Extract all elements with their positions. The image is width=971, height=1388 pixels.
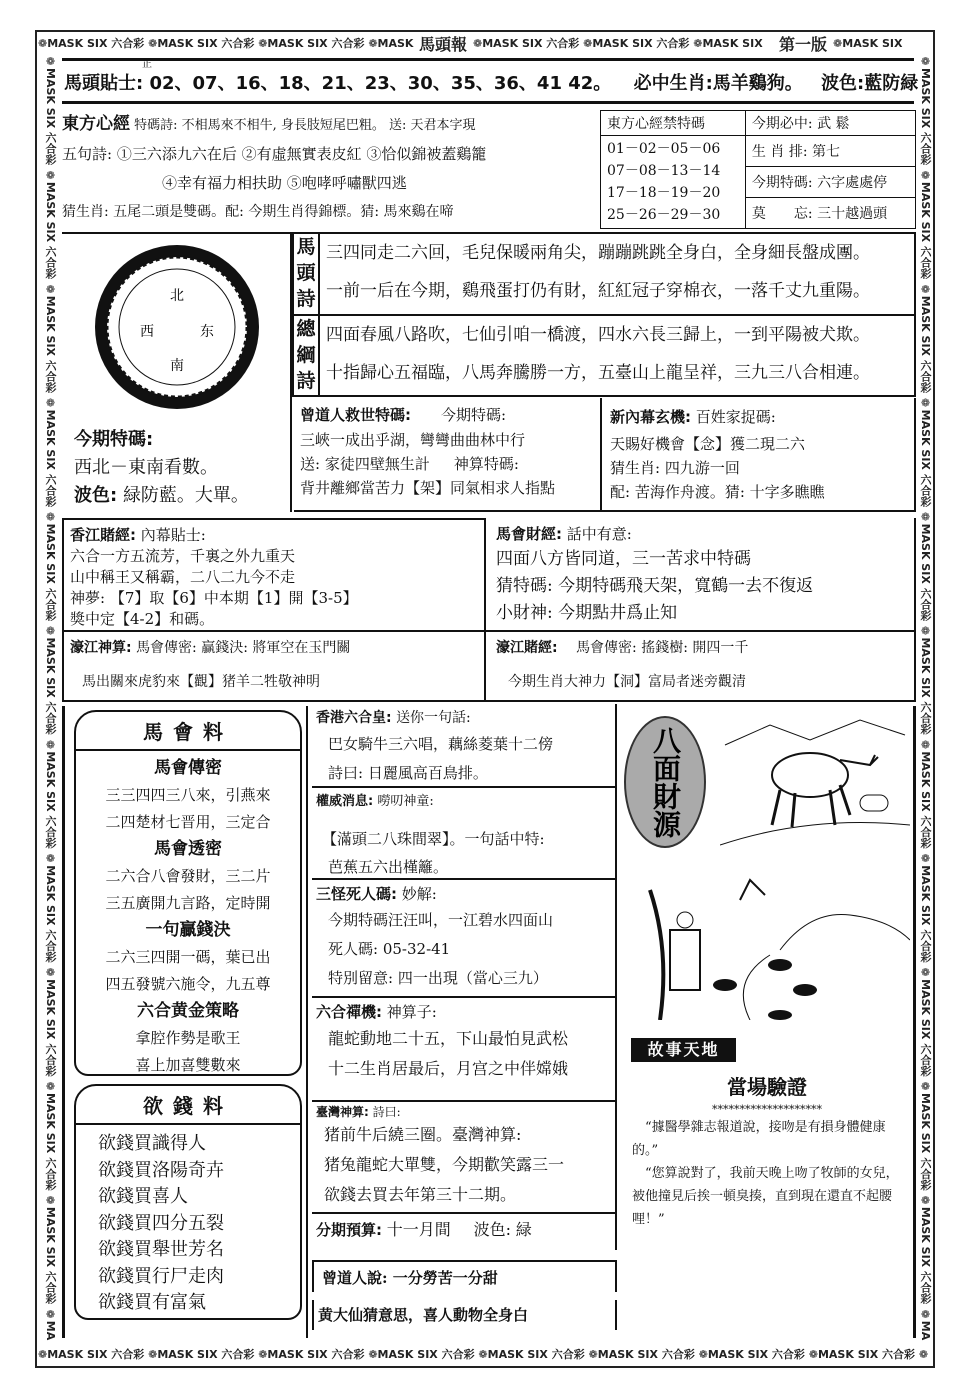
oval-text: 八面財源 xyxy=(649,726,682,838)
section-line: 三峽一成出乎湖，彎彎曲曲林中行 xyxy=(300,431,526,449)
zodiac-label: 必中生肖: xyxy=(633,73,713,94)
yuqian-title: 欲錢料 xyxy=(76,1086,300,1125)
chanji-section xyxy=(312,998,617,1102)
section-title: 香港六合皇: xyxy=(316,710,392,726)
section-line: 背井離鄉當苦力【架】同氣相求人指點 xyxy=(300,479,556,497)
mahui-liao-title: 馬會料 xyxy=(76,712,300,751)
section-sub: 內幕貼士: xyxy=(140,526,206,544)
yuqian-line: 欲錢買舉世芳名 xyxy=(98,1239,224,1260)
section-title: 曾道人救世特碼: xyxy=(300,406,411,424)
section-sub: 今期特碼: xyxy=(441,406,507,424)
liao-head: 馬會傳密 xyxy=(154,758,222,778)
compass-east: 东 xyxy=(200,324,214,340)
section-line: 今期特碼汪汪叫，一江碧水四面山 xyxy=(328,911,554,929)
dongfang-title: 東方心經 xyxy=(62,114,130,134)
middle-column xyxy=(312,704,617,1330)
section-title: 濠江賭經: xyxy=(496,640,558,656)
top-banner-segment: ❁MASK SIX 六合彩 ❁MASK SIX 六合彩 ❁MASK SIX 六合彩 ❁MASK xyxy=(38,37,414,50)
section-line: 龍蛇動地二十五，下山最怕見武松 xyxy=(328,1029,569,1048)
compass-section xyxy=(62,232,292,512)
poem-general xyxy=(294,316,914,395)
zodiac-value: 馬羊鷄狗。 xyxy=(712,73,803,94)
liao-head: 馬會透密 xyxy=(154,839,222,859)
section-line: 六合一方五流芳，千裏之外九重天 xyxy=(70,547,296,565)
section-sub: 神算特碼: xyxy=(453,455,519,473)
left-banner-text: ❁MASK SIX 六合彩 ❁MASK SIX 六合彩 ❁MASK SIX 六合彩 ❁MASK SIX 六合彩 ❁MASK SIX 六合彩 ❁MASK SIX 六合彩 ❁MASK SIX 六合彩 ❁MASK SIX 六合彩 ❁MASK SIX 六合彩 ❁MASK SIX 六合彩 ❁MASK SIX 六合彩 ❁MA xyxy=(44,55,57,1341)
dongfang-line: 特碼詩: 不相馬來不相牛, 身長肢短尾巴粗。 送: 天君本字現 xyxy=(134,118,476,133)
dongfang-line: ④幸有福力相扶助 ⑤咆哮呼嘯獸四逃 xyxy=(162,174,407,192)
poem-horsehead xyxy=(294,234,914,316)
section-line: 猜特碼: 今期特碼飛天架，寬鶴一去不復返 xyxy=(496,576,814,596)
section-line: 芭蕉五六出槿籬。 xyxy=(328,858,449,876)
section-line: 送: 家徒四壁無生計 xyxy=(300,455,430,473)
liao-line: 二六三四開一碼，葉已出 xyxy=(105,948,271,966)
liao-head: 一句贏錢決 xyxy=(145,920,231,940)
ox-illustration-icon xyxy=(720,715,910,850)
right-banner-strip xyxy=(915,55,933,1345)
masthead-title: 馬頭報 xyxy=(419,34,468,54)
info-label: 今期必中: xyxy=(751,116,813,132)
section-sub: 妙解: xyxy=(401,885,437,903)
section-title: 六合禪機: xyxy=(316,1003,382,1021)
top-banner-strip xyxy=(38,34,932,52)
compass-title: 今期特碼: xyxy=(74,429,154,450)
dongfang-line: 猜生肖: 五尾二頭是雙碼。配: 今期生肖得錦標。猜: 馬來鷄在啼 xyxy=(62,204,454,220)
info-label: 莫 忘: xyxy=(751,206,813,222)
right-banner-text: ❁MASK SIX 六合彩 ❁MASK SIX 六合彩 ❁MASK SIX 六合彩 ❁MASK SIX 六合彩 ❁MASK SIX 六合彩 ❁MASK SIX 六合彩 ❁MASK SIX 六合彩 ❁MASK SIX 六合彩 ❁MASK SIX 六合彩 ❁MASK SIX 六合彩 ❁MASK SIX 六合彩 ❁MA xyxy=(919,55,932,1341)
section-title: 濠江神算: xyxy=(70,640,132,656)
haojiang-du-section xyxy=(484,632,916,702)
poem-label: 馬頭詩 xyxy=(294,234,320,314)
compass-color-label: 波色: xyxy=(74,485,118,506)
section-line: 天賜好機會【念】獲二現二六 xyxy=(610,435,806,453)
neimu-section xyxy=(602,398,916,512)
section-sub: 詩曰: xyxy=(372,1105,401,1119)
yuqian-line: 欲錢買四分五裂 xyxy=(98,1212,224,1234)
info-value: 第七 xyxy=(812,144,840,160)
story-section xyxy=(624,1070,910,1231)
section-title: 權威消息: xyxy=(316,794,374,809)
compass-west: 西 xyxy=(140,324,154,340)
compass-wheel-icon xyxy=(92,242,262,412)
fenqi-color-label: 波色: xyxy=(473,1220,511,1239)
section-line: 猪前牛后繞三圈。臺灣神算: xyxy=(324,1125,522,1144)
zengdao-section xyxy=(294,398,602,512)
farmer-illustration-icon xyxy=(630,870,910,1020)
color-value: 藍防緑 xyxy=(864,73,919,94)
top-banner-segment: ❁MASK SIX xyxy=(833,36,903,50)
compass-line: 西北－東南看數。 xyxy=(74,457,218,478)
mahui-cai-section xyxy=(484,518,916,632)
section-line: 山中稱王又稱霸，二八二九今不走 xyxy=(70,568,296,586)
story-paragraph: “您算說對了，我前天晚上吻了牧師的女兒，被他撞見后挨一頓臭揍，直到現在還直不起腰哩！” xyxy=(632,1166,899,1227)
haojiang-suan-section xyxy=(62,632,484,702)
taiwan-section xyxy=(312,1102,617,1214)
yuqian-line: 欲錢買識得人 xyxy=(98,1133,206,1154)
section-line: 欲錢去買去年第三十二期。 xyxy=(324,1185,517,1204)
yuqian-line: 欲錢買喜人 xyxy=(98,1186,188,1207)
quanwei-section xyxy=(312,788,617,880)
poem-line: 一前一后在今期，鷄飛蛋打仍有財，紅紅冠子穿棉衣，一落千丈九重陽。 xyxy=(326,281,870,301)
section-line: 死人碼: 05-32-41 xyxy=(328,940,451,958)
compass-north: 北 xyxy=(170,288,184,304)
section-line: 小財神: 今期點井爲止知 xyxy=(496,603,678,623)
liao-line: 二四楚材七晋用，三定合 xyxy=(105,813,271,831)
section-line: 四面八方皆同道，三一苦求中特碼 xyxy=(496,549,751,569)
mahui-liao-box xyxy=(74,710,302,1076)
hk-huang-section xyxy=(312,704,617,788)
liao-line: 拿腔作勢是歌王 xyxy=(135,1029,241,1047)
section-line: 神夢: 【7】取【6】中本期【1】開【3-5】 xyxy=(70,589,358,607)
section-title: 分期預算: xyxy=(316,1221,382,1239)
ban-row: 25－26－29－30 xyxy=(607,207,721,223)
info-value: 武 鬆 xyxy=(817,116,850,132)
poem-line: 三四同走二六回，毛兒保暖兩角尖，蹦蹦跳跳全身白，全身細長盤成團。 xyxy=(326,243,870,263)
story-paragraph: “據醫學雜志報道說，接吻是有損身體健康的。” xyxy=(632,1120,886,1158)
top-banner-segment: ❁MASK SIX 六合彩 ❁MASK SIX 六合彩 ❁MASK SIX xyxy=(473,37,763,50)
yuqian-box xyxy=(74,1084,302,1320)
tips-numbers: 02、07、16、18、21、23、30、35、36、41 42。 xyxy=(149,73,612,94)
color-label: 波色: xyxy=(821,73,865,94)
section-title: 香江賭經: xyxy=(70,526,136,544)
section-sub: 話中有意: xyxy=(566,525,632,543)
tips-label: 馬頭貼士: xyxy=(64,73,144,94)
section-line: 獎中定【4-2】和碼。 xyxy=(70,610,215,628)
bamian-caiyuan-oval xyxy=(624,716,706,848)
ban-info-table xyxy=(600,110,916,229)
fenqi-section xyxy=(312,1214,617,1250)
section-line: 【滿頭二八珠間翠】。一句話中特: xyxy=(322,830,545,848)
header-mark: 正 xyxy=(142,59,152,70)
section-sub: 送你一句話: xyxy=(396,710,471,726)
story-tag: 故事天地 xyxy=(631,1038,736,1062)
section-sub: 神算子: xyxy=(386,1003,437,1021)
yuqian-line: 欲錢買有富氣 xyxy=(98,1292,206,1313)
ban-row: 07－08－13－14 xyxy=(607,163,721,179)
section-title: 新內幕玄機: xyxy=(610,408,691,426)
section-line: 今期生肖大神力【洞】富局者迷旁觀清 xyxy=(508,674,746,690)
section-line: 猜生肖: 四九游一回 xyxy=(610,459,740,477)
fenqi-color: 緑 xyxy=(515,1220,532,1239)
ban-table-title: 東方心經禁特碼 xyxy=(601,111,746,136)
section-line: 猪兔龍蛇大單雙，今期歡笑露三一 xyxy=(324,1155,565,1174)
info-value: 六字處處停 xyxy=(817,175,888,191)
yuqian-line: 欲錢買洛陽奇卉 xyxy=(98,1159,224,1181)
zengdao-say: 曾道人說: 一分勞苦一分甜 xyxy=(312,1260,617,1292)
liao-line: 四五發號六施令，九五尊 xyxy=(105,975,271,993)
sanguai-section xyxy=(312,880,617,998)
section-sub: 馬會傳密: 贏錢決: 將軍空在玉門關 xyxy=(136,640,351,656)
ban-row: 17－18－19－20 xyxy=(607,185,721,201)
section-sub: 百姓家捉碼: xyxy=(695,408,776,426)
liao-line: 二六合八會發財，三二片 xyxy=(105,867,271,885)
section-line: 巴女騎牛三六唱，藕絲菱葉十二傍 xyxy=(328,735,554,753)
section-line: 詩曰: 日麗風高百鳥排。 xyxy=(328,764,488,782)
dongfang-line: 五句詩: ①三六添九六在后 ②有虛無實表皮紅 ③恰似錦被蓋鷄籠 xyxy=(62,145,487,163)
info-label: 生 肖 排: xyxy=(751,144,808,160)
liao-line: 三五廣開九言路，定時開 xyxy=(105,894,271,912)
header-tips xyxy=(62,58,919,104)
section-sub: 嘮叨神童: xyxy=(377,794,434,809)
section-line: 特別留意: 四一出現（當心三九） xyxy=(328,969,548,987)
poem-line: 四面春風八路吹，七仙引咱一橋渡，四水六長三歸上，一到平陽被犬欺。 xyxy=(326,325,870,345)
bottom-banner-text: ❁MASK SIX 六合彩 ❁MASK SIX 六合彩 ❁MASK SIX 六合彩 ❁MASK SIX 六合彩 ❁MASK SIX 六合彩 ❁MASK SIX 六合彩 ❁MASK SIX 六合彩 ❁MASK SIX 六合彩 ❁ xyxy=(38,1348,929,1361)
dongfang-section xyxy=(62,110,598,228)
section-title: 臺灣神算: xyxy=(316,1105,369,1119)
section-line: 配: 苦海作舟渡。猜: 十字多瞧瞧 xyxy=(610,483,825,501)
poem-label: 總綱詩 xyxy=(294,316,320,395)
poem-line: 十指歸心五福臨，八馬奔騰勝一方，五臺山上龍呈祥，三九三八合相連。 xyxy=(326,363,870,383)
liao-head: 六合黄金策略 xyxy=(137,1001,239,1021)
fenqi-value: 十一月間 xyxy=(386,1220,451,1239)
yuqian-line: 欲錢買行尸走肉 xyxy=(98,1265,224,1287)
compass-south: 南 xyxy=(170,358,184,374)
story-title: 當場驗證 xyxy=(727,1075,807,1099)
left-banner-strip xyxy=(40,55,58,1345)
compass-color: 緑防藍。大單。 xyxy=(122,485,249,506)
ban-row: 01－02－05－06 xyxy=(607,141,721,157)
story-divider: ******************** xyxy=(712,1103,822,1116)
edition-label: 第一版 xyxy=(779,34,828,54)
right-rule xyxy=(913,706,916,1338)
liao-line: 喜上加喜雙數來 xyxy=(135,1056,241,1074)
bottom-banner-strip xyxy=(38,1346,932,1364)
section-line: 十二生肖居最后，月宫之中伴嫦娥 xyxy=(328,1059,569,1078)
section-line: 馬出關來虎豹來【觀】猪羊二牲敬神明 xyxy=(82,674,320,690)
info-label: 今期特碼: xyxy=(751,175,813,191)
liao-line: 三三四四三八來，引燕來 xyxy=(105,786,271,804)
section-sub: 馬會傳密: 搖錢樹: 開四一千 xyxy=(576,640,749,656)
info-value: 三十越過頭 xyxy=(817,206,888,222)
xiangjiang-section xyxy=(62,518,484,632)
section-title: 三怪死人碼: xyxy=(316,885,397,903)
huangdaxian-say: 黄大仙猜意思，喜人動物全身白 xyxy=(312,1300,617,1330)
section-title: 馬會財經: xyxy=(496,525,562,543)
poems-section xyxy=(292,232,916,397)
